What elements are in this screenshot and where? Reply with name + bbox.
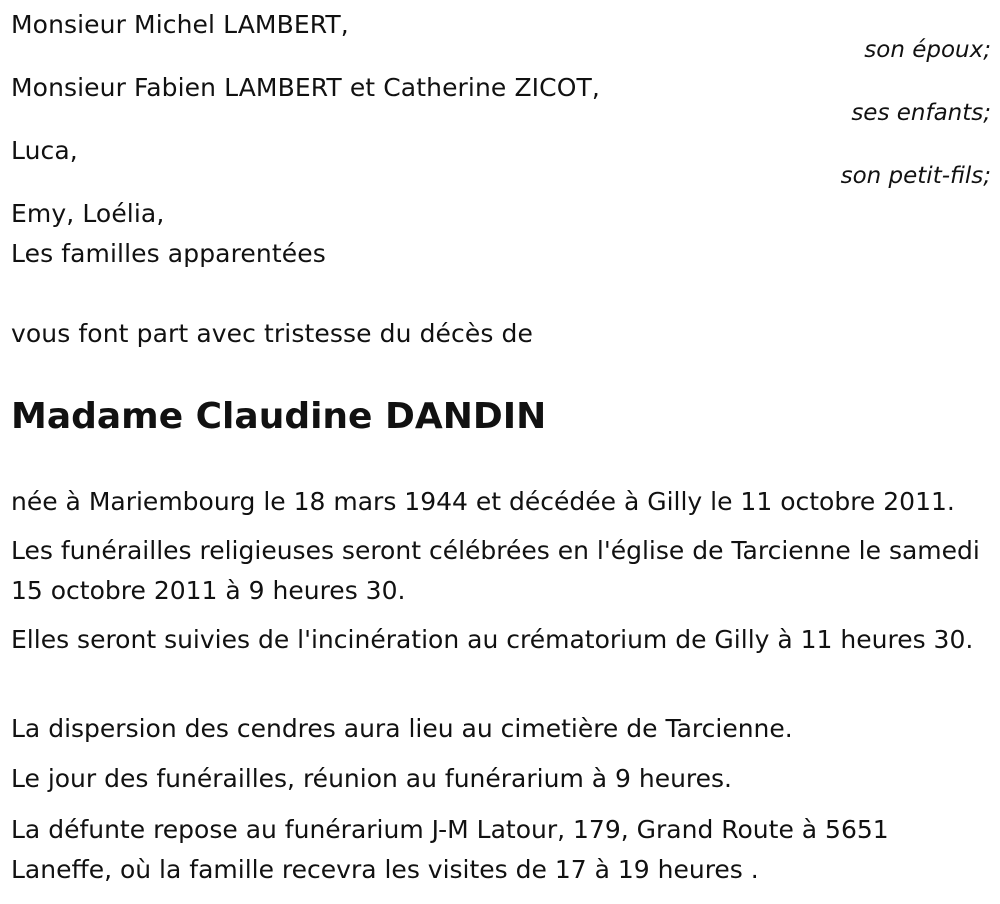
paragraph-birth-death: née à Mariembourg le 18 mars 1944 et décédée à Gilly le 11 octobre 2011. bbox=[11, 487, 955, 516]
family-member-relatives: Les familles apparentées bbox=[11, 239, 326, 268]
paragraph-funeral-gathering: Le jour des funérailles, réunion au funérarium à 9 heures. bbox=[11, 764, 733, 793]
family-member-children: Monsieur Fabien LAMBERT et Catherine ZICOT, bbox=[11, 73, 600, 102]
family-member-spouse: Monsieur Michel LAMBERT, bbox=[11, 10, 349, 39]
relation-label-spouse: son époux; bbox=[864, 37, 991, 63]
relation-label-grandson: son petit-fils; bbox=[840, 163, 991, 189]
paragraph-visitation: La défunte repose au funérarium J-M Latour, 179, Grand Route à 5651 Laneffe, où la famille recevra les visites de 17 à 19 heures . bbox=[11, 815, 889, 884]
announcement-text: vous font part avec tristesse du décès de bbox=[11, 319, 533, 348]
obituary-notice bbox=[11, 0, 991, 904]
family-member-granddaughters: Emy, Loélia, bbox=[11, 199, 165, 228]
family-member-grandson: Luca, bbox=[11, 136, 78, 165]
paragraph-funeral-service: Les funérailles religieuses seront célébrées en l'église de Tarcienne le samedi 15 octobre 2011 à 9 heures 30. bbox=[11, 536, 980, 605]
deceased-name: Madame Claudine DANDIN bbox=[11, 396, 547, 437]
relation-label-children: ses enfants; bbox=[851, 100, 991, 126]
paragraph-cremation: Elles seront suivies de l'incinération au crématorium de Gilly à 11 heures 30. bbox=[11, 625, 974, 654]
paragraph-ash-dispersal: La dispersion des cendres aura lieu au cimetière de Tarcienne. bbox=[11, 714, 793, 743]
